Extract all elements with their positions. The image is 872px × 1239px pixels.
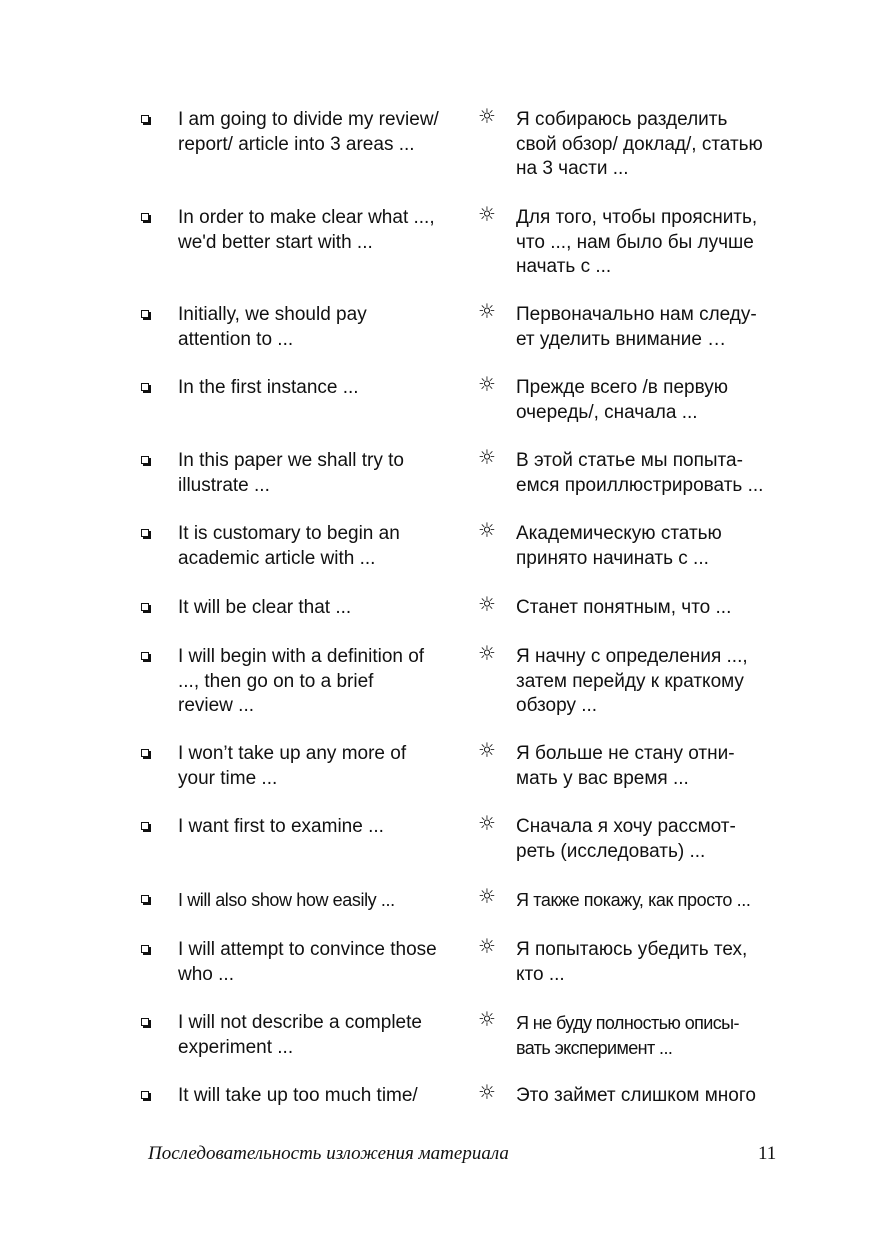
english-phrase: It is customary to begin an academic article with ... [178,523,400,569]
checkbox-square-icon [141,603,149,611]
checkbox-square-icon [141,945,149,953]
russian-phrase: Я собираюсь разделить свой обзор/ доклад/, статью на 3 части ... [516,109,763,179]
sun-icon: ☼ [478,592,496,616]
sun-icon: ☼ [478,641,496,665]
russian-phrase: Академическую статью принято начинать с ... [516,523,722,569]
sun-icon: ☼ [478,884,496,908]
english-phrase: Initially, we should pay attention to ... [178,304,367,350]
english-phrase: I am going to divide my review/ report/ article into 3 areas ... [178,109,439,155]
russian-phrase: Первоначально нам следу- ет уделить внимание … [516,304,757,350]
russian-phrase: Это займет слишком много [516,1085,756,1106]
checkbox-square-icon [141,1018,149,1026]
checkbox-square-icon [141,456,149,464]
english-phrase: I won’t take up any more of your time ... [178,743,407,789]
english-phrase: In this paper we shall try to illustrate ... [178,450,404,496]
russian-phrase: Прежде всего /в первую очередь/, сначала ... [516,377,729,423]
english-phrase: I want first to examine ... [178,816,384,837]
checkbox-square-icon [141,310,149,318]
checkbox-square-icon [141,213,149,221]
checkbox-square-icon [141,895,149,903]
russian-phrase: Я не буду полностью описы- вать эксперимент ... [516,1013,739,1058]
english-phrase: I will begin with a definition of ..., then go on to a brief review ... [178,646,425,716]
sun-icon: ☼ [478,1007,496,1031]
sun-icon: ☼ [478,202,496,226]
english-phrase: In order to make clear what ..., we'd better start with ... [178,207,435,253]
sun-icon: ☼ [478,1080,496,1104]
sun-icon: ☼ [478,934,496,958]
checkbox-square-icon [141,1091,149,1099]
english-phrase: In the first instance ... [178,377,359,398]
checkbox-square-icon [141,383,149,391]
english-phrase: I will not describe a complete experiment ... [178,1012,422,1058]
english-phrase: I will attempt to convince those who ... [178,939,437,985]
russian-phrase: Станет понятным, что ... [516,597,732,618]
checkbox-square-icon [141,529,149,537]
russian-phrase: Я попытаюсь убедить тех, кто ... [516,939,748,985]
sun-icon: ☼ [478,299,496,323]
english-phrase: It will take up too much time/ [178,1085,418,1106]
sun-icon: ☼ [478,445,496,469]
russian-phrase: Я начну с определения ..., затем перейду к краткому обзору ... [516,646,748,716]
checkbox-square-icon [141,749,149,757]
russian-phrase: Для того, чтобы прояснить, что ..., нам было бы лучше начать с ... [516,207,758,277]
sun-icon: ☼ [478,518,496,542]
sun-icon: ☼ [478,372,496,396]
english-phrase: It will be clear that ... [178,597,352,618]
checkbox-square-icon [141,652,149,660]
russian-phrase: Сначала я хочу рассмот- реть (исследовать) ... [516,816,736,862]
running-footer-title: Последовательность изложения материала [148,1143,509,1164]
sun-icon: ☼ [478,104,496,128]
russian-phrase: Я также покажу, как просто ... [516,890,751,910]
checkbox-square-icon [141,822,149,830]
english-phrase: I will also show how easily ... [178,890,395,910]
checkbox-square-icon [141,115,149,123]
page-number: 11 [758,1143,777,1164]
russian-phrase: В этой статье мы попыта- емся проиллюстрировать ... [516,450,764,496]
russian-phrase: Я больше не стану отни- мать у вас время ... [516,743,735,789]
sun-icon: ☼ [478,811,496,835]
sun-icon: ☼ [478,738,496,762]
